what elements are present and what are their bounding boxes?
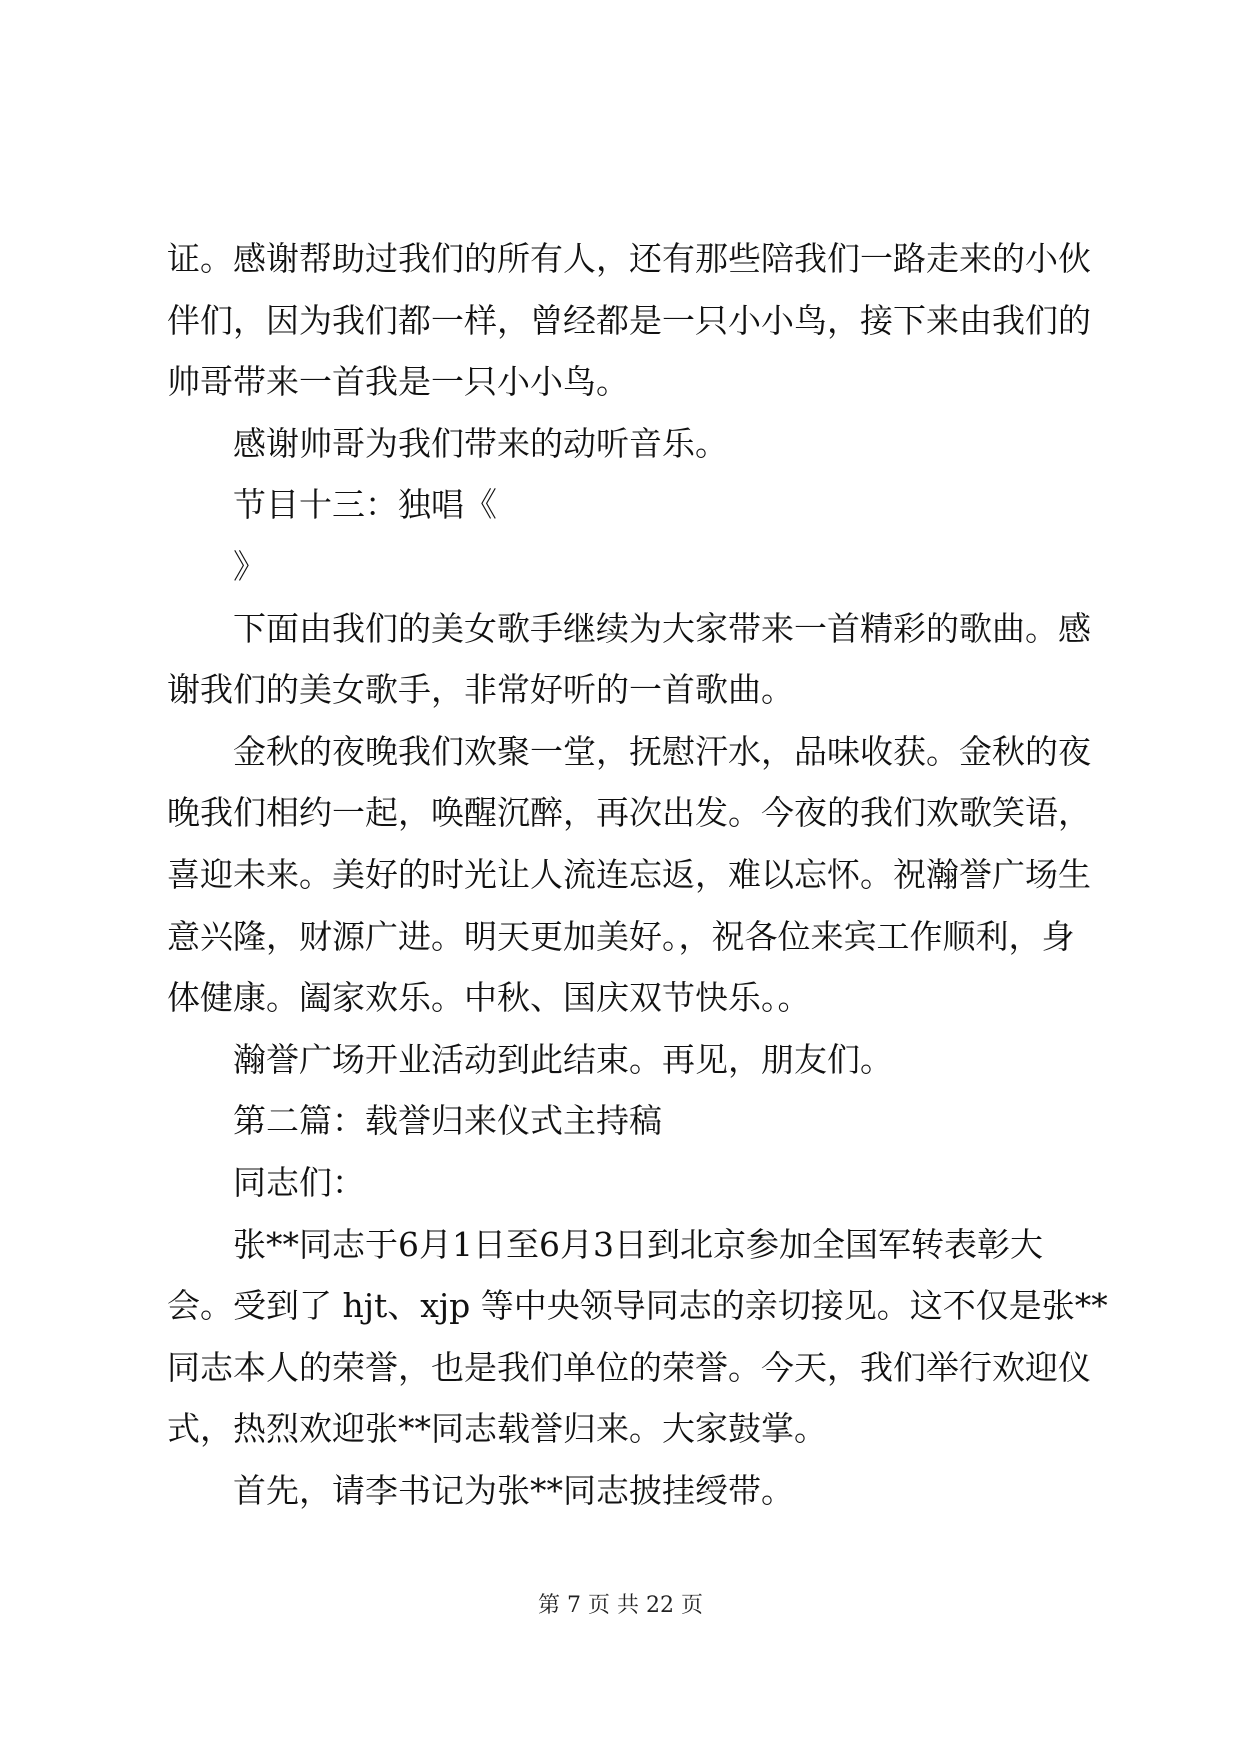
text-line-16: 同志们： bbox=[233, 1162, 365, 1202]
text-line-3: 帅哥带来一首我是一只小小鸟。 bbox=[167, 362, 629, 402]
text-line-8: 谢我们的美女歌手，非常好听的一首歌曲。 bbox=[167, 670, 794, 710]
text-line-14: 瀚誉广场开业活动到此结束。再见，朋友们。 bbox=[233, 1039, 893, 1079]
text-line-19: 同志本人的荣誉，也是我们单位的荣誉。今天，我们举行欢迎仪 bbox=[167, 1347, 1091, 1387]
text-line-2: 伴们，因为我们都一样，曾经都是一只小小鸟，接下来由我们的 bbox=[167, 300, 1091, 340]
text-line-4: 感谢帅哥为我们带来的动听音乐。 bbox=[233, 423, 728, 463]
text-line-21: 首先，请李书记为张**同志披挂绶带。 bbox=[233, 1470, 794, 1510]
text-line-17: 张**同志于6月1日至6月3日到北京参加全国军转表彰大 bbox=[233, 1224, 1043, 1264]
text-line-7: 下面由我们的美女歌手继续为大家带来一首精彩的歌曲。感 bbox=[233, 608, 1091, 648]
text-line-9: 金秋的夜晚我们欢聚一堂，抚慰汗水，品味收获。金秋的夜 bbox=[233, 731, 1091, 771]
page-footer: 第 7 页 共 22 页 bbox=[538, 1593, 703, 1618]
text-line-6: 》 bbox=[233, 546, 266, 586]
text-line-13: 体健康。阖家欢乐。中秋、国庆双节快乐。。 bbox=[167, 978, 811, 1018]
text-line-20: 式，热烈欢迎张**同志载誉归来。大家鼓掌。 bbox=[167, 1409, 827, 1449]
section-heading: 第二篇：载誉归来仪式主持稿 bbox=[233, 1101, 662, 1141]
text-line-1: 证。感谢帮助过我们的所有人，还有那些陪我们一路走来的小伙 bbox=[167, 239, 1091, 278]
text-line-10: 晚我们相约一起，唤醒沉醉，再次出发。今夜的我们欢歌笑语， bbox=[167, 793, 1091, 833]
text-line-18: 会。受到了 hjt、xjp 等中央领导同志的亲切接见。这不仅是张** bbox=[167, 1286, 1108, 1326]
text-line-12: 意兴隆，财源广进。明天更加美好。，祝各位来宾工作顺利，身 bbox=[167, 916, 1075, 956]
text-line-5: 节目十三：独唱《 bbox=[233, 485, 497, 525]
document-body bbox=[167, 228, 1108, 1521]
text-line-11: 喜迎未来。美好的时光让人流连忘返，难以忘怀。祝瀚誉广场生 bbox=[167, 854, 1091, 894]
